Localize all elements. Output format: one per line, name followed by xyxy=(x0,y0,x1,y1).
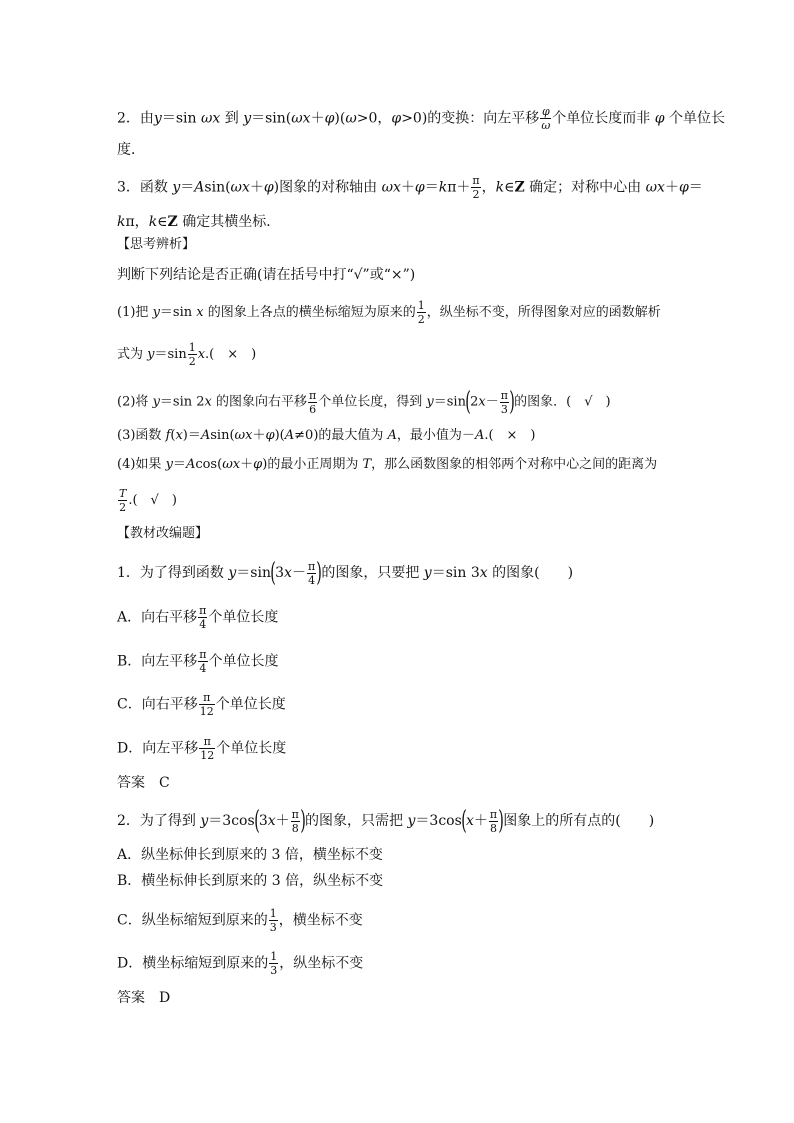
var: x xyxy=(267,813,276,829)
option-text: 个单位长度 xyxy=(208,609,279,626)
text: Z xyxy=(167,214,178,230)
text: 度． xyxy=(117,142,145,158)
text: ＝ xyxy=(424,179,439,196)
var: A xyxy=(194,179,205,196)
numerator: π xyxy=(472,174,480,187)
text: 3 xyxy=(275,565,285,581)
numerator: π xyxy=(291,807,299,821)
var: k xyxy=(495,179,505,196)
var: x xyxy=(204,394,212,410)
fraction xyxy=(198,605,207,630)
numerator: π xyxy=(307,559,316,573)
text: 2．由 xyxy=(117,110,154,127)
text: ＝ xyxy=(688,179,703,196)
numerator: π xyxy=(199,604,207,617)
answer-label: 答案 xyxy=(117,775,145,791)
text: 的图象上各点的横坐标缩短为原来的 xyxy=(203,305,416,320)
denominator: 2 xyxy=(417,313,425,326)
var: y xyxy=(165,457,173,472)
option-text: 个单位长度 xyxy=(208,653,279,670)
text: ＝3cos xyxy=(415,813,462,829)
fraction xyxy=(291,809,300,834)
var: A xyxy=(284,428,295,443)
item-3 xyxy=(117,426,536,446)
text: .( × ) xyxy=(484,428,536,443)
var: y xyxy=(407,813,416,829)
answer-value: D xyxy=(159,990,171,1006)
option-text: 个单位长度 xyxy=(216,740,287,757)
fraction xyxy=(198,649,207,674)
text: 个单位长 xyxy=(664,110,726,127)
question-1-stem xyxy=(117,560,573,586)
var: φ xyxy=(414,179,425,196)
var: y xyxy=(228,565,237,581)
question-2-answer xyxy=(117,988,170,1008)
var: x xyxy=(197,347,206,362)
denominator: 4 xyxy=(308,573,316,587)
text: (2)将 xyxy=(117,394,153,410)
var: A xyxy=(387,428,397,443)
option-text: D．横坐标缩短到原来的 xyxy=(117,955,269,972)
option-text: ，横坐标不变 xyxy=(278,912,363,929)
var: x xyxy=(479,565,488,581)
var: y xyxy=(152,305,160,320)
var: ωx xyxy=(234,428,253,443)
text: ＋ xyxy=(252,428,266,443)
numerator: 1 xyxy=(270,950,278,963)
tip-3-line-2 xyxy=(117,212,280,232)
var: y xyxy=(423,565,432,581)
question-2-stem xyxy=(117,808,654,834)
denominator: 4 xyxy=(199,618,207,631)
tip-2-line-1 xyxy=(117,106,725,131)
text: 图象上的所有点的( ) xyxy=(503,813,655,829)
var: x xyxy=(175,428,183,443)
text: 的图象，只要把 xyxy=(321,565,424,581)
question-1-option-d[interactable] xyxy=(117,736,286,761)
var: φ xyxy=(654,110,665,127)
tip-2-line-2 xyxy=(117,140,145,160)
text: ＝sin( xyxy=(251,110,292,127)
item-1-line-2 xyxy=(117,342,256,367)
text: 的图象( ) xyxy=(487,565,574,581)
question-2-option-d[interactable] xyxy=(117,951,363,976)
fraction xyxy=(188,342,197,367)
text: )( xyxy=(334,110,346,127)
var: ωx xyxy=(200,110,221,127)
text: (3)函数 xyxy=(117,428,166,443)
denominator: 12 xyxy=(199,705,214,718)
var: x xyxy=(284,565,292,581)
var: f xyxy=(165,428,171,443)
question-1-option-c[interactable] xyxy=(117,692,286,717)
text: π＋ xyxy=(447,179,471,196)
text: ＝ xyxy=(172,457,186,472)
var: ωx xyxy=(291,110,311,127)
numerator: 1 xyxy=(269,907,277,920)
text: π， xyxy=(125,214,149,230)
denominator: 6 xyxy=(309,402,317,416)
var: φ xyxy=(253,457,263,472)
text: 1．为了得到函数 xyxy=(117,565,229,581)
text: ＝sin 3 xyxy=(431,565,480,581)
var: T xyxy=(362,457,372,472)
text: ＝sin xyxy=(161,110,201,127)
big-paren: ( xyxy=(253,806,260,836)
text: 确定其横坐标． xyxy=(177,214,281,230)
fraction xyxy=(471,175,480,200)
big-paren: ) xyxy=(316,558,323,588)
text: (4)如果 xyxy=(117,457,166,472)
question-1-option-b[interactable] xyxy=(117,649,279,674)
text: 3．函数 xyxy=(117,179,173,196)
fraction xyxy=(540,106,551,131)
var: k xyxy=(117,214,126,230)
big-paren: ( xyxy=(465,387,471,417)
var: y xyxy=(147,347,155,362)
fraction xyxy=(307,561,316,586)
text: Z xyxy=(514,179,525,196)
text: ∈ xyxy=(157,214,168,230)
numerator: π xyxy=(199,692,215,705)
fraction xyxy=(417,300,426,325)
text: sin( xyxy=(204,179,231,196)
big-paren: ) xyxy=(300,806,306,836)
text: ＝sin xyxy=(433,394,466,410)
answer-value: C xyxy=(159,775,170,791)
text: ＋ xyxy=(400,179,415,196)
text: .( √ ) xyxy=(128,493,177,508)
numerator: 1 xyxy=(417,299,425,312)
var: y xyxy=(153,110,162,127)
var: y xyxy=(426,394,434,410)
item-2 xyxy=(117,389,611,415)
question-1-option-a[interactable] xyxy=(117,605,278,630)
fraction xyxy=(500,390,509,415)
numerator: π xyxy=(199,736,215,749)
text: ＝3cos xyxy=(208,813,255,829)
text: ＋ xyxy=(249,179,264,196)
var: φ xyxy=(324,110,335,127)
text: 个单位长度而非 xyxy=(552,110,655,127)
text: 个单位长度，得到 xyxy=(318,394,427,410)
tip-3-line-1 xyxy=(117,175,703,200)
var: y xyxy=(200,813,209,829)
text: 式为 xyxy=(117,347,148,362)
var: y xyxy=(243,110,252,127)
text: ＝ xyxy=(180,179,195,196)
text: )＝ xyxy=(182,428,201,443)
section-heading-thinking: 【思考辨析】 xyxy=(117,237,196,252)
var: y xyxy=(172,179,181,196)
question-2-option-b[interactable]: B．横坐标伸长到原来的 3 倍，纵坐标不变 xyxy=(117,873,384,889)
text: － xyxy=(291,565,306,581)
numerator: π xyxy=(309,388,317,402)
var: x xyxy=(478,394,486,410)
text: ( xyxy=(170,428,176,443)
fraction xyxy=(269,908,278,933)
var: φ xyxy=(678,179,689,196)
var: ωx xyxy=(381,179,401,196)
text: 到 xyxy=(220,110,244,127)
denominator: 4 xyxy=(199,662,207,675)
numerator: 1 xyxy=(188,341,196,354)
text: )的最小正周期为 xyxy=(262,457,363,472)
big-paren: ) xyxy=(498,806,504,836)
text: >0)的变换：向左平移 xyxy=(401,110,540,127)
question-2-option-a[interactable]: A．纵坐标伸长到原来的 3 倍，横坐标不变 xyxy=(117,847,383,863)
var: ω xyxy=(345,110,357,127)
var: k xyxy=(148,214,158,230)
question-1-answer xyxy=(117,773,170,793)
text: ＋ xyxy=(275,813,290,829)
option-label: D．向左平移 xyxy=(117,740,199,757)
text: ＋ xyxy=(310,110,325,127)
var: ωx xyxy=(230,179,250,196)
text: ＝sin 2 xyxy=(159,394,205,410)
text: cos( xyxy=(195,457,223,472)
denominator: 2 xyxy=(119,501,127,514)
text: )图象的对称轴由 xyxy=(273,179,382,196)
text: (1)把 xyxy=(117,305,153,320)
numerator: π xyxy=(489,807,498,821)
var: k xyxy=(438,179,448,196)
text: sin( xyxy=(210,428,235,443)
text: ≠0)的最大值为 xyxy=(294,428,388,443)
denominator: 2 xyxy=(188,355,196,368)
item-4-line-2 xyxy=(117,488,177,513)
text: ＝sin xyxy=(154,347,187,362)
numerator: π xyxy=(199,648,207,661)
text: ＋ xyxy=(240,457,254,472)
text: ∈ xyxy=(504,179,515,196)
text: ＝sin xyxy=(236,565,271,581)
fraction xyxy=(489,809,498,834)
var: φ xyxy=(263,179,274,196)
denominator: 3 xyxy=(269,921,277,934)
big-paren: ( xyxy=(461,806,467,836)
text: ，那么函数图象的相邻两个对称中心之间的距离为 xyxy=(371,457,658,472)
item-1-line-1 xyxy=(117,300,661,325)
denominator: 3 xyxy=(270,964,278,977)
text: .( × ) xyxy=(205,347,257,362)
text: 的图象，只需把 xyxy=(305,813,408,829)
option-label: B．向左平移 xyxy=(117,653,198,670)
text: ＝sin xyxy=(159,305,197,320)
var: A xyxy=(200,428,211,443)
denominator: ω xyxy=(541,119,551,132)
denominator: 8 xyxy=(291,821,299,835)
text: ， xyxy=(481,179,496,196)
denominator: 2 xyxy=(472,188,480,201)
fraction xyxy=(199,736,215,761)
numerator: T xyxy=(119,487,127,500)
var: A xyxy=(474,428,485,443)
text: ＋ xyxy=(664,179,679,196)
var: φ xyxy=(391,110,402,127)
denominator: 3 xyxy=(500,402,508,416)
var: ωx xyxy=(222,457,241,472)
answer-label: 答案 xyxy=(117,990,145,1006)
fraction xyxy=(199,692,215,717)
thinking-intro: 判断下列结论是否正确(请在括号中打“√”或“×”) xyxy=(117,267,416,283)
text: 确定；对称中心由 xyxy=(524,179,646,196)
text: 的图象向右平移 xyxy=(211,394,308,410)
var: ωx xyxy=(645,179,665,196)
var: x xyxy=(196,305,204,320)
numerator: φ xyxy=(541,105,550,118)
fraction xyxy=(118,488,127,513)
numerator: π xyxy=(500,388,508,402)
big-paren: ) xyxy=(509,387,515,417)
text: 2 xyxy=(470,394,479,410)
item-4-line-1 xyxy=(117,455,657,475)
question-2-option-c[interactable] xyxy=(117,908,363,933)
text: ，最小值为－ xyxy=(396,428,475,443)
option-label: A．向右平移 xyxy=(117,609,198,626)
var: φ xyxy=(265,428,275,443)
var: y xyxy=(152,394,160,410)
text: 2．为了得到 xyxy=(117,813,201,829)
denominator: 8 xyxy=(489,821,497,835)
text: － xyxy=(485,394,499,410)
option-text: ，纵坐标不变 xyxy=(279,955,364,972)
text: 的图象．( √ ) xyxy=(514,394,611,410)
denominator: 12 xyxy=(200,749,215,762)
text: 3 xyxy=(258,813,268,829)
text: ，纵坐标不变，所得图象对应的函数解析 xyxy=(426,305,661,320)
option-text: C．纵坐标缩短到原来的 xyxy=(117,912,268,929)
text: )( xyxy=(274,428,285,443)
text: >0， xyxy=(356,110,392,127)
big-paren: ( xyxy=(270,558,276,588)
text: ＋ xyxy=(473,813,488,829)
fraction xyxy=(308,390,317,415)
section-heading-textbook: 【教材改编题】 xyxy=(117,526,209,541)
fraction xyxy=(269,951,278,976)
var: A xyxy=(185,457,196,472)
option-label: C．向右平移 xyxy=(117,696,198,713)
var: x xyxy=(465,813,474,829)
option-text: 个单位长度 xyxy=(215,696,286,713)
